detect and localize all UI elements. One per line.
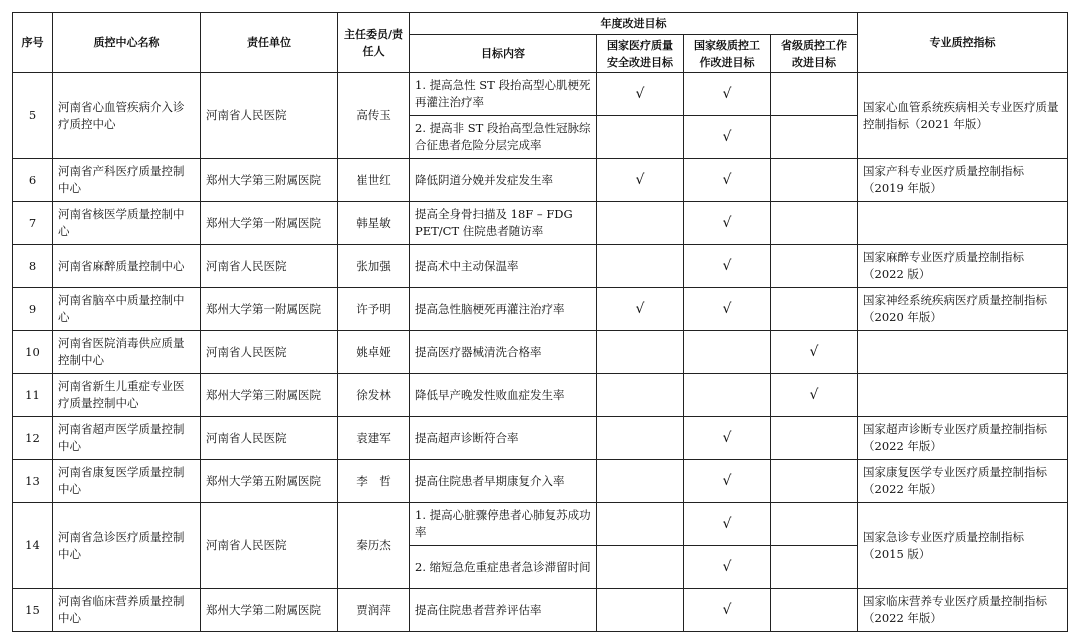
indicator-cell: 国家临床营养专业医疗质量控制指标（2022 年版） [858, 589, 1068, 632]
person-cell: 崔世红 [338, 159, 410, 202]
table-row [13, 202, 1068, 245]
unit-cell: 河南省人民医院 [201, 417, 338, 460]
center-name-cell: 河南省脑卒中质量控制中心 [53, 288, 201, 331]
table-body [13, 73, 1068, 632]
seq-cell: 9 [13, 288, 53, 331]
header-indicators: 专业质控指标 [858, 13, 1068, 73]
goal-content-cell: 提高住院患者早期康复介入率 [410, 460, 597, 503]
goal-content-cell: 提高超声诊断符合率 [410, 417, 597, 460]
provincial-control-check-cell [771, 331, 858, 374]
national-control-check-cell [684, 546, 771, 589]
check-mark-icon: √ [809, 343, 819, 360]
header-target-content: 目标内容 [410, 35, 597, 73]
person-cell: 徐发林 [338, 374, 410, 417]
national-control-check-cell [684, 245, 771, 288]
indicator-cell: 国家神经系统疾病医疗质量控制指标（2020 年版） [858, 288, 1068, 331]
header-center-name: 质控中心名称 [53, 13, 201, 73]
person-cell: 许予明 [338, 288, 410, 331]
check-mark-icon: √ [809, 386, 819, 403]
check-mark-icon: √ [722, 257, 732, 274]
table-row [13, 73, 1068, 116]
person-cell: 贾润萍 [338, 589, 410, 632]
national-control-check-cell [684, 460, 771, 503]
national-control-check-cell [684, 116, 771, 159]
goal-content-cell: 提高全身骨扫描及 18F – FDG PET/CT 住院患者随访率 [410, 202, 597, 245]
table-row [13, 331, 1068, 374]
table-row [13, 245, 1068, 288]
check-mark-icon: √ [722, 472, 732, 489]
unit-cell: 郑州大学第三附属医院 [201, 159, 338, 202]
unit-cell: 郑州大学第五附属医院 [201, 460, 338, 503]
goal-content-cell: 2. 提高非 ST 段抬高型急性冠脉综合征患者危险分层完成率 [410, 116, 597, 159]
provincial-control-check-cell [771, 159, 858, 202]
center-name-cell: 河南省核医学质量控制中心 [53, 202, 201, 245]
center-name-cell: 河南省心血管疾病介入诊疗质控中心 [53, 73, 201, 159]
provincial-control-check-cell [771, 546, 858, 589]
national-control-check-cell [684, 159, 771, 202]
check-mark-icon: √ [635, 171, 645, 188]
person-cell: 李 哲 [338, 460, 410, 503]
seq-cell: 10 [13, 331, 53, 374]
indicator-cell: 国家麻醉专业医疗质量控制指标（2022 版） [858, 245, 1068, 288]
check-mark-icon: √ [722, 171, 732, 188]
national-control-check-cell [684, 589, 771, 632]
quality-control-table [12, 12, 1068, 632]
header-national-safety: 国家医疗质量安全改进目标 [597, 35, 684, 73]
table-row [13, 288, 1068, 331]
unit-cell: 郑州大学第二附属医院 [201, 589, 338, 632]
person-cell: 韩星敏 [338, 202, 410, 245]
national-control-check-cell [684, 331, 771, 374]
check-mark-icon: √ [635, 85, 645, 102]
check-mark-icon: √ [722, 214, 732, 231]
goal-content-cell: 提高急性脑梗死再灌注治疗率 [410, 288, 597, 331]
goal-content-cell: 1. 提高急性 ST 段抬高型心肌梗死再灌注治疗率 [410, 73, 597, 116]
unit-cell: 郑州大学第三附属医院 [201, 374, 338, 417]
header-national-control: 国家级质控工作改进目标 [684, 35, 771, 73]
table-row [13, 417, 1068, 460]
national-safety-check-cell [597, 503, 684, 546]
table-row [13, 374, 1068, 417]
unit-cell: 郑州大学第一附属医院 [201, 288, 338, 331]
center-name-cell: 河南省超声医学质量控制中心 [53, 417, 201, 460]
header-annual-goals: 年度改进目标 [410, 13, 858, 35]
national-safety-check-cell [597, 417, 684, 460]
indicator-cell [858, 374, 1068, 417]
national-safety-check-cell [597, 460, 684, 503]
national-control-check-cell [684, 288, 771, 331]
seq-cell: 8 [13, 245, 53, 288]
seq-cell: 6 [13, 159, 53, 202]
seq-cell: 7 [13, 202, 53, 245]
center-name-cell: 河南省急诊医疗质量控制中心 [53, 503, 201, 589]
center-name-cell: 河南省新生儿重症专业医疗质量控制中心 [53, 374, 201, 417]
provincial-control-check-cell [771, 589, 858, 632]
provincial-control-check-cell [771, 73, 858, 116]
national-safety-check-cell [597, 202, 684, 245]
national-safety-check-cell [597, 331, 684, 374]
national-control-check-cell [684, 374, 771, 417]
national-safety-check-cell [597, 159, 684, 202]
check-mark-icon: √ [722, 601, 732, 618]
goal-content-cell: 提高住院患者营养评估率 [410, 589, 597, 632]
national-safety-check-cell [597, 546, 684, 589]
center-name-cell: 河南省临床营养质量控制中心 [53, 589, 201, 632]
person-cell: 张加强 [338, 245, 410, 288]
national-safety-check-cell [597, 589, 684, 632]
center-name-cell: 河南省麻醉质量控制中心 [53, 245, 201, 288]
goal-content-cell: 1. 提高心脏骤停患者心肺复苏成功率 [410, 503, 597, 546]
unit-cell: 郑州大学第一附属医院 [201, 202, 338, 245]
header-unit: 责任单位 [201, 13, 338, 73]
provincial-control-check-cell [771, 460, 858, 503]
check-mark-icon: √ [635, 300, 645, 317]
national-control-check-cell [684, 417, 771, 460]
national-safety-check-cell [597, 288, 684, 331]
unit-cell: 河南省人民医院 [201, 503, 338, 589]
national-control-check-cell [684, 202, 771, 245]
table-row [13, 503, 1068, 546]
provincial-control-check-cell [771, 116, 858, 159]
check-mark-icon: √ [722, 429, 732, 446]
provincial-control-check-cell [771, 417, 858, 460]
person-cell: 袁建军 [338, 417, 410, 460]
national-control-check-cell [684, 503, 771, 546]
check-mark-icon: √ [722, 558, 732, 575]
indicator-cell: 国家康复医学专业医疗质量控制指标（2022 年版） [858, 460, 1068, 503]
unit-cell: 河南省人民医院 [201, 245, 338, 288]
header-chief: 主任委员/责任人 [338, 13, 410, 73]
table-row [13, 589, 1068, 632]
provincial-control-check-cell [771, 202, 858, 245]
indicator-cell: 国家超声诊断专业医疗质量控制指标（2022 年版） [858, 417, 1068, 460]
center-name-cell: 河南省医院消毒供应质量控制中心 [53, 331, 201, 374]
person-cell: 姚卓娅 [338, 331, 410, 374]
quality-control-table-wrapper [12, 12, 1067, 632]
unit-cell: 河南省人民医院 [201, 73, 338, 159]
indicator-cell: 国家心血管系统疾病相关专业医疗质量控制指标（2021 年版） [858, 73, 1068, 159]
goal-content-cell: 提高术中主动保温率 [410, 245, 597, 288]
person-cell: 高传玉 [338, 73, 410, 159]
national-control-check-cell [684, 73, 771, 116]
table-header [13, 13, 1068, 73]
provincial-control-check-cell [771, 503, 858, 546]
seq-cell: 15 [13, 589, 53, 632]
provincial-control-check-cell [771, 374, 858, 417]
seq-cell: 12 [13, 417, 53, 460]
goal-content-cell: 降低早产晚发性败血症发生率 [410, 374, 597, 417]
seq-cell: 11 [13, 374, 53, 417]
check-mark-icon: √ [722, 128, 732, 145]
seq-cell: 14 [13, 503, 53, 589]
center-name-cell: 河南省康复医学质量控制中心 [53, 460, 201, 503]
goal-content-cell: 2. 缩短急危重症患者急诊滞留时间 [410, 546, 597, 589]
indicator-cell: 国家急诊专业医疗质量控制指标（2015 版） [858, 503, 1068, 589]
table-row [13, 460, 1068, 503]
national-safety-check-cell [597, 116, 684, 159]
national-safety-check-cell [597, 245, 684, 288]
seq-cell: 5 [13, 73, 53, 159]
indicator-cell [858, 202, 1068, 245]
table-row [13, 159, 1068, 202]
indicator-cell: 国家产科专业医疗质量控制指标（2019 年版） [858, 159, 1068, 202]
goal-content-cell: 提高医疗器械清洗合格率 [410, 331, 597, 374]
national-safety-check-cell [597, 73, 684, 116]
check-mark-icon: √ [722, 85, 732, 102]
unit-cell: 河南省人民医院 [201, 331, 338, 374]
provincial-control-check-cell [771, 245, 858, 288]
national-safety-check-cell [597, 374, 684, 417]
indicator-cell [858, 331, 1068, 374]
check-mark-icon: √ [722, 300, 732, 317]
seq-cell: 13 [13, 460, 53, 503]
header-seq: 序号 [13, 13, 53, 73]
goal-content-cell: 降低阴道分娩并发症发生率 [410, 159, 597, 202]
person-cell: 秦历杰 [338, 503, 410, 589]
center-name-cell: 河南省产科医疗质量控制中心 [53, 159, 201, 202]
header-provincial-control: 省级质控工作改进目标 [771, 35, 858, 73]
provincial-control-check-cell [771, 288, 858, 331]
check-mark-icon: √ [722, 515, 732, 532]
